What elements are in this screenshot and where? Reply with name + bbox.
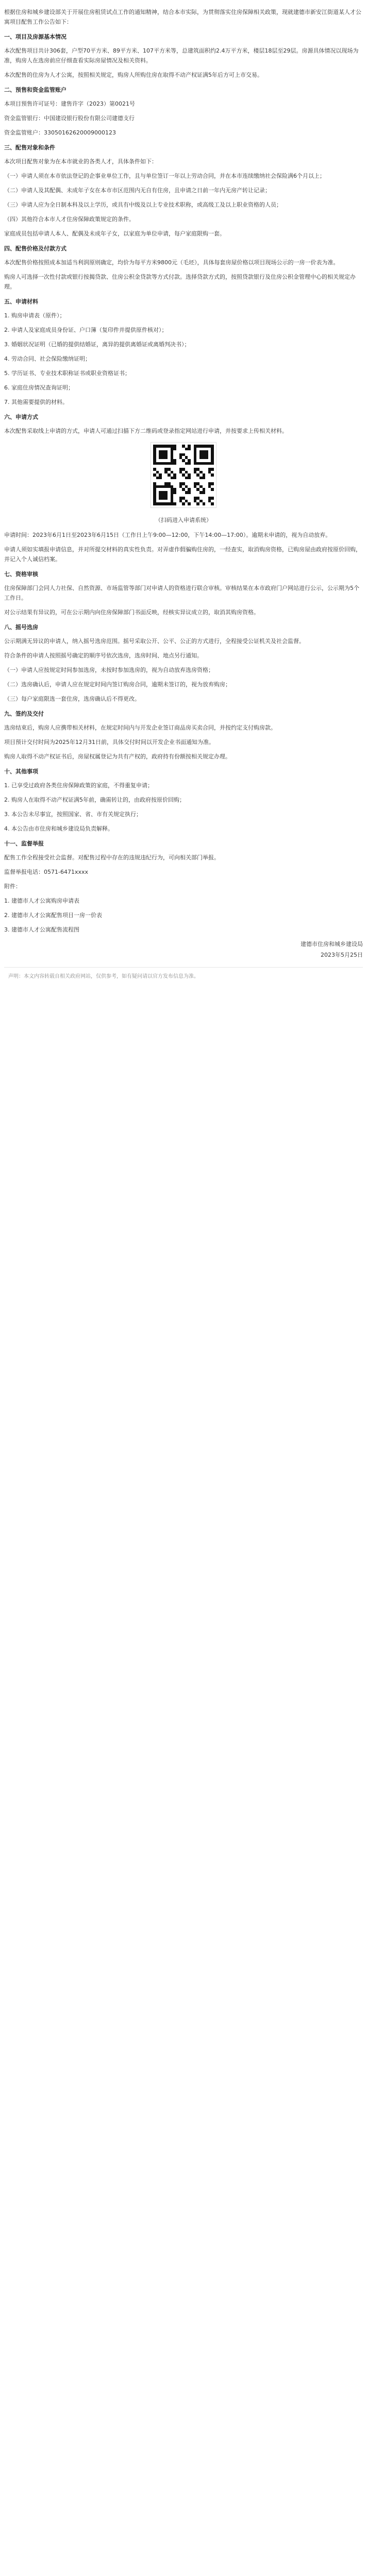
section-paragraph: 配售工作全程接受社会监督。对配售过程中存在的违规违纪行为，可向相关部门举报。 bbox=[4, 854, 220, 861]
section-paragraph: 2. 购房人在取得不动产权证满5年前，确需转让的，由政府按原价回购； bbox=[4, 796, 185, 803]
qr-caption: （扫码进入申请系统） bbox=[155, 517, 212, 523]
section-title: 十一、监督举报 bbox=[4, 840, 44, 847]
section-paragraph: （二）申请人及其配偶、未成年子女在本市市区范围内无自有住房，且申请之日前一年内无房产转让记录； bbox=[4, 187, 271, 194]
signature-date: 2023年5月25日 bbox=[321, 952, 363, 958]
section-paragraph: 5. 学历证书、专业技术职称证书或职业资格证书； bbox=[4, 370, 130, 377]
sections-after-qr bbox=[4, 530, 363, 877]
section-paragraph: 本次项目配售对象为在本市就业的各类人才，具体条件如下： bbox=[4, 158, 157, 165]
attachment-title: 附件： bbox=[4, 883, 21, 890]
section-paragraph: 1. 已享受过政府各类住房保障政策的家庭，不得重复申请； bbox=[4, 782, 153, 789]
attachment-item[interactable]: 1. 建德市人才公寓购房申请表 bbox=[4, 897, 79, 904]
section-paragraph: （三）申请人应为全日制本科及以上学历，或具有中级及以上专业技术职称，或高级工及以上职业资格的人员； bbox=[4, 201, 282, 208]
section-paragraph: （四）其他符合本市人才住房保障政策规定的条件。 bbox=[4, 216, 135, 223]
section-paragraph: 6. 家庭住房情况查询证明； bbox=[4, 384, 74, 391]
signature-org: 建德市住房和城乡建设局 bbox=[301, 941, 363, 947]
section-title: 八、摇号选房 bbox=[4, 624, 38, 631]
section-paragraph: 本次配售价格按照成本加适当利润原则确定，均价为每平方米9800元（毛坯），具体每套房屋价格以项目现场公示的一房一价表为准。 bbox=[4, 259, 339, 266]
section-paragraph: 4. 本公告由市住房和城乡建设局负责解释。 bbox=[4, 825, 113, 832]
section-paragraph: 购房人取得不动产权证书后，房屋权属登记为共有产权的，政府持有份额按相关规定办理。 bbox=[4, 753, 231, 760]
section-title: 五、申请材料 bbox=[4, 298, 38, 305]
section-paragraph: 家庭成员包括申请人本人、配偶及未成年子女，以家庭为单位申请，每户家庭限购一套。 bbox=[4, 230, 225, 237]
qr-code-image[interactable] bbox=[151, 442, 216, 508]
footer-note: 声明：本文内容转载自相关政府网站，仅供参考，如有疑问请以官方发布信息为准。 bbox=[4, 967, 363, 987]
section-paragraph: 住房保障部门会同人力社保、自然资源、市场监管等部门对申请人的资格进行联合审核。审核结果在本市政府门户网站进行公示，公示期为5个工作日。 bbox=[4, 585, 359, 601]
section-title: 七、资格审核 bbox=[4, 571, 38, 578]
section-paragraph: 资金监管银行：中国建设银行股份有限公司建德支行 bbox=[4, 115, 135, 122]
section-title: 九、签约及交付 bbox=[4, 710, 44, 717]
section-paragraph: 项目预计交付时间为2025年12月31日前，具体交付时间以开发企业书面通知为准。 bbox=[4, 739, 214, 745]
attachment-item[interactable]: 3. 建德市人才公寓配售流程图 bbox=[4, 926, 79, 933]
section-title: 一、项目及房源基本情况 bbox=[4, 33, 66, 40]
attachment-item[interactable]: 2. 建德市人才公寓配售项目一房一价表 bbox=[4, 912, 102, 919]
section-paragraph: 选房结束后，购房人应携带相关材料，在规定时间内与开发企业签订商品房买卖合同，并按约定支付购房款。 bbox=[4, 724, 276, 731]
section-paragraph: 购房人可选择一次性付款或银行按揭贷款、住房公积金贷款等方式付款。选择贷款方式的，按照贷款银行及住房公积金管理中心的相关规定办理。 bbox=[4, 274, 356, 290]
section-paragraph: 本次配售的住房为人才公寓，按照相关规定，购房人所购住房在取得不动产权证满5年后方可上市交易。 bbox=[4, 72, 263, 78]
qr-code-wrapper bbox=[4, 442, 363, 508]
section-paragraph: 公示期满无异议的申请人，纳入摇号选房范围。摇号采取公开、公平、公正的方式进行，全程接受公证机关及社会监督。 bbox=[4, 638, 305, 645]
section-paragraph: 申请人须如实填报申请信息，并对所提交材料的真实性负责。对弄虚作假骗购住房的，一经查实，取消购房资格，已购房屋由政府按原价回购，并记入个人诚信档案。 bbox=[4, 546, 361, 563]
signature-block bbox=[4, 939, 363, 960]
section-paragraph: （二）选房确认后，申请人应在规定时间内签订购房合同，逾期未签订的，视为放弃购房； bbox=[4, 681, 231, 688]
section-title: 六、申请方式 bbox=[4, 414, 38, 420]
section-paragraph: 7. 其他需要提供的材料。 bbox=[4, 399, 68, 405]
section-paragraph: 对公示结果有异议的，可在公示期内向住房保障部门书面反映，经核实异议成立的，取消其购房资格。 bbox=[4, 609, 259, 616]
section-paragraph: 资金监管账户：33050162620009000123 bbox=[4, 129, 116, 136]
sections-before-qr bbox=[4, 32, 363, 436]
section-paragraph: 申请时间：2023年6月1日至2023年6月15日（工作日上午9:00—12:00，下午14:00—17:00）。逾期未申请的，视为自动放弃。 bbox=[4, 532, 331, 538]
section-title: 十、其他事项 bbox=[4, 768, 38, 775]
section-title: 四、配售价格及付款方式 bbox=[4, 245, 66, 252]
section-paragraph: 1. 购房申请表（原件）； bbox=[4, 312, 65, 319]
section-title: 三、配售对象和条件 bbox=[4, 144, 55, 151]
attachment-list bbox=[4, 896, 363, 935]
section-paragraph: 4. 劳动合同、社会保险缴纳证明； bbox=[4, 355, 91, 362]
section-paragraph: 本次配售采取线上申请的方式，申请人可通过扫描下方二维码或登录指定网站进行申请，并按要求上传相关材料。 bbox=[4, 428, 288, 434]
section-paragraph: （一）申请人须在本市依法登记的企事业单位工作，且与单位签订一年以上劳动合同，并在本市连续缴纳社会保险满6个月以上； bbox=[4, 173, 325, 179]
section-paragraph: （三）每户家庭限选一套住房，选房确认后不得更改。 bbox=[4, 696, 140, 702]
section-paragraph: 监督举报电话：0571-6471xxxx bbox=[4, 869, 88, 875]
article bbox=[0, 0, 367, 987]
section-paragraph: 本次配售项目共计306套，户型70平方米、89平方米、107平方米等，总建筑面积约2.4万平方米，楼层18层至29层。房源具体情况以现场为准，购房人在选房前应仔细查看实际房屋情况及相关资料。 bbox=[4, 47, 359, 64]
section-paragraph: 本项目预售许可证号：建售许字（2023）第0021号 bbox=[4, 100, 135, 107]
section-paragraph: 符合条件的申请人按照摇号确定的顺序号依次选房，选房时间、地点另行通知。 bbox=[4, 652, 203, 659]
section-paragraph: 3. 婚姻状况证明（已婚的提供结婚证，离异的提供离婚证或离婚判决书）； bbox=[4, 341, 190, 348]
section-paragraph: 2. 申请人及家庭成员身份证、户口簿（复印件并提供原件核对）； bbox=[4, 327, 168, 333]
intro-paragraph: 根据住房和城乡建设部关于开展住房租赁试点工作的通知精神，结合本市实际，为贯彻落实住房保障相关政策，现就建德市新安江街道某人才公寓项目配售工作公告如下： bbox=[4, 9, 361, 25]
section-paragraph: （一）申请人应按规定时间参加选房，未按时参加选房的，视为自动放弃选房资格； bbox=[4, 667, 214, 673]
section-title: 二、预售和资金监管账户 bbox=[4, 87, 66, 93]
section-paragraph: 3. 本公告未尽事宜，按照国家、省、市有关规定执行； bbox=[4, 811, 142, 818]
